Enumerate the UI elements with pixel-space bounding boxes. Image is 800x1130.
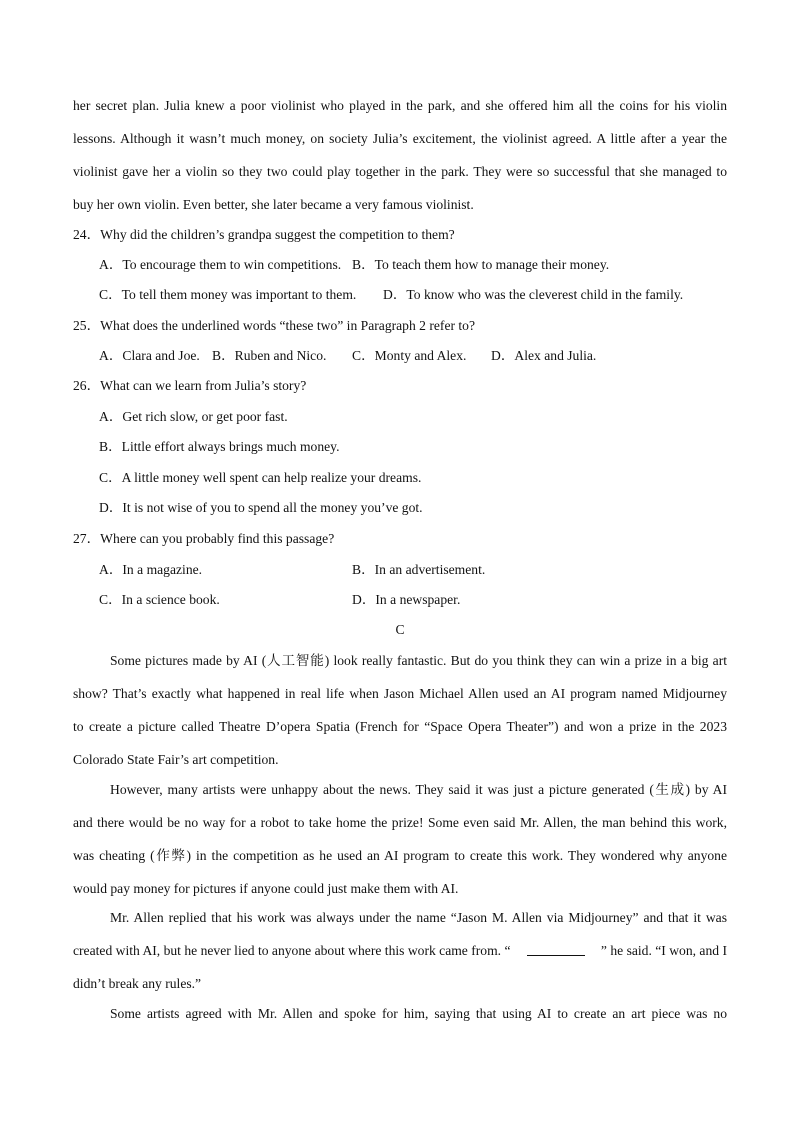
question-27-option-b: B．In an advertisement. <box>352 562 486 577</box>
question-25-option-d: D．Alex and Julia. <box>491 348 597 363</box>
question-25-stem: 25．What does the underlined words “these two” in Paragraph 2 refer to? <box>73 318 476 333</box>
passage-c-p2-line: was cheating (作弊) in the competition as he used an AI program to create this work. They wondered why anyone <box>73 848 727 863</box>
question-24-option-a: A．To encourage them to win competitions. <box>99 257 342 272</box>
question-24-option-d: D．To know who was the cleverest child in the family. <box>383 287 684 302</box>
passage-c-p3-line-with-blank <box>73 943 727 959</box>
passage-c-p1-line: to create a picture called Theatre D’opera Spatia (French for “Space Opera Theater”) and won a prize in the 2023 <box>73 719 727 734</box>
question-24-option-c: C．To tell them money was important to them. <box>99 287 357 302</box>
passage-c-p4-line: Some artists agreed with Mr. Allen and spoke for him, saying that using AI to create an art piece was no <box>110 1006 727 1021</box>
passage-c-p1-line: Some pictures made by AI (人工智能) look really fantastic. But do you think they can win a prize in a big art <box>110 653 727 668</box>
question-26-option-c: C．A little money well spent can help realize your dreams. <box>99 470 422 485</box>
passage-c-p2-line: would pay money for pictures if anyone could just make them with AI. <box>73 881 459 896</box>
passage-line: her secret plan. Julia knew a poor violinist who played in the park, and she offered him all the coins for his violin <box>73 98 727 113</box>
question-26-option-d: D．It is not wise of you to spend all the money you’ve got. <box>99 500 423 515</box>
passage-c-p3-text-before-blank: created with AI, but he never lied to anyone about where this work came from. “ <box>73 943 511 958</box>
question-27-stem: 27．Where can you probably find this passage? <box>73 531 335 546</box>
passage-c-p3-line: Mr. Allen replied that his work was always under the name “Jason M. Allen via Midjourney” and that it was <box>110 910 727 925</box>
passage-c-p3-line: didn’t break any rules.” <box>73 976 202 991</box>
question-27-option-a: A．In a magazine. <box>99 562 203 577</box>
question-25-option-c: C．Monty and Alex. <box>352 348 467 363</box>
passage-c-p2-line: However, many artists were unhappy about the news. They said it was just a picture generated (生成) by AI <box>110 782 727 797</box>
question-26-option-a: A．Get rich slow, or get poor fast. <box>99 409 288 424</box>
question-27-option-d: D．In a newspaper. <box>352 592 461 607</box>
passage-line: buy her own violin. Even better, she later became a very famous violinist. <box>73 197 474 212</box>
question-25-option-a: A．Clara and Joe. <box>99 348 200 363</box>
question-26-stem: 26．What can we learn from Julia’s story? <box>73 378 307 393</box>
question-26-option-b: B．Little effort always brings much money. <box>99 439 340 454</box>
passage-c-p3-text-after-blank: ” he said. “I won, and I <box>600 943 727 958</box>
passage-c-p1-line: show? That’s exactly what happened in real life when Jason Michael Allen used an AI program named Midjourney <box>73 686 727 701</box>
passage-line: violinist gave her a violin so they two could play together in the park. They were so successful that she managed to <box>73 164 727 179</box>
passage-c-p2-line: and there would be no way for a robot to take home the prize! Some even said Mr. Allen, the man behind this work, <box>73 815 727 830</box>
question-24-option-b: B．To teach them how to manage their money. <box>352 257 610 272</box>
passage-line: lessons. Although it wasn’t much money, on society Julia’s excitement, the violinist agreed. A little after a year the <box>73 131 727 146</box>
section-c-heading: C <box>395 622 405 637</box>
question-27-option-c: C．In a science book. <box>99 592 220 607</box>
answer-blank <box>527 943 585 956</box>
question-24-stem: 24．Why did the children’s grandpa suggest the competition to them? <box>73 227 455 242</box>
question-25-option-b: B．Ruben and Nico. <box>212 348 327 363</box>
passage-c-p1-line: Colorado State Fair’s art competition. <box>73 752 279 767</box>
